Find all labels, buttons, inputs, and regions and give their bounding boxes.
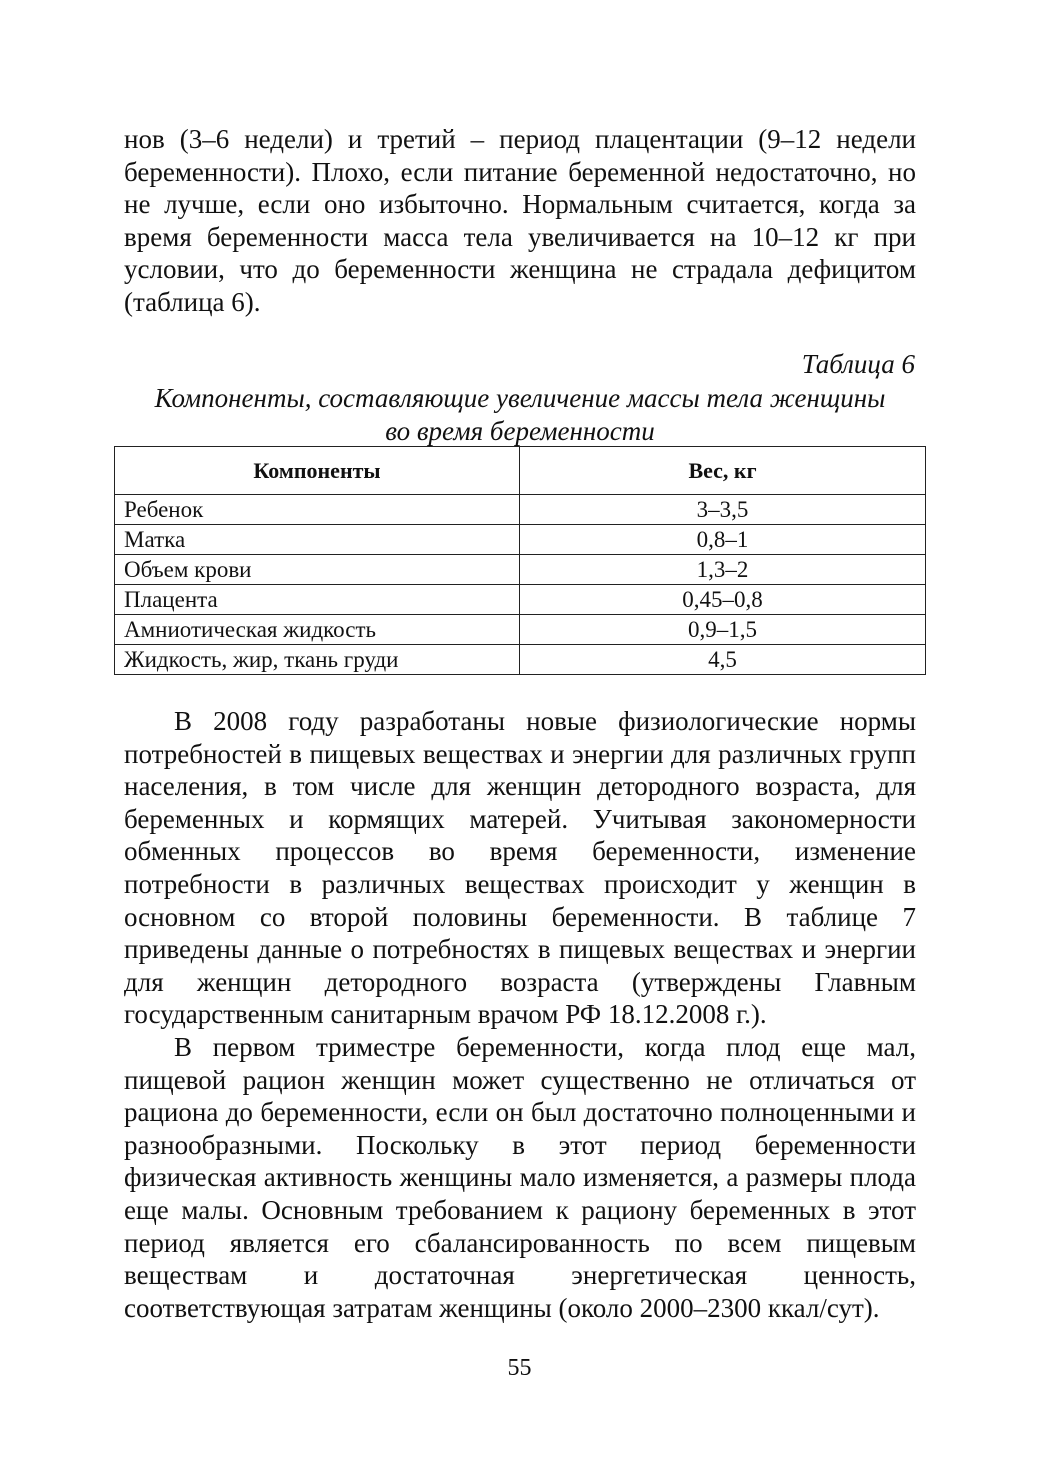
component-cell: Матка (115, 525, 520, 555)
table-row (115, 585, 926, 615)
component-cell: Амниотическая жидкость (115, 615, 520, 645)
component-cell: Объем крови (115, 555, 520, 585)
weight-cell: 0,9–1,5 (520, 615, 926, 645)
table-row (115, 525, 926, 555)
intro-paragraph: нов (3–6 недели) и третий – период плацентации (9–12 недели беременности). Плохо, если питание беременной недостаточно, но не лучше, если оно избыточно. Нормальным считается, когда за время беременности масса тела увеличивается на 10–12 кг при условии, что до беременности женщина не страдала дефицитом (таблица 6). (124, 124, 916, 317)
table-header-row (115, 447, 926, 495)
column-header-weight: Вес, кг (520, 447, 926, 495)
table-caption-line-1: Компоненты, составляющие увеличение массы тела женщины (154, 383, 886, 413)
page-number: 55 (507, 1355, 532, 1381)
weight-cell: 4,5 (520, 645, 926, 675)
table-row (115, 495, 926, 525)
weight-cell: 0,45–0,8 (520, 585, 926, 615)
component-cell: Плацента (115, 585, 520, 615)
weight-cell: 0,8–1 (520, 525, 926, 555)
table-row (115, 615, 926, 645)
column-header-components: Компоненты (115, 447, 520, 495)
body-text-block (124, 705, 916, 1324)
component-cell: Ребенок (115, 495, 520, 525)
paragraph-norms-2008: В 2008 году разработаны новые физиологические нормы потребностей в пищевых веществах и энергии для различных групп населения, в том числе для женщин детородного возраста, для беременных и кормящих матерей. Учитывая закономерности обменных процессов во время беременности, изменение потребности в различных веществах происходит у женщин в основном со второй половины беременности. В таблице 7 приведены данные о потребностях в пищевых веществах и энергии для женщин детородного возраста (утверждены Главным государственным санитарным врачом РФ 18.12.2008 г.). (124, 706, 916, 1030)
intro-text-block (124, 123, 916, 319)
table-caption (114, 382, 926, 447)
weight-components-table (114, 446, 926, 675)
weight-cell: 3–3,5 (520, 495, 926, 525)
weight-cell: 1,3–2 (520, 555, 926, 585)
paragraph-first-trimester: В первом триместре беременности, когда плод еще мал, пищевой рацион женщин может существенно не отличаться от рациона до беременности, если он был достаточно полноценными и разнообразными. Поскольку в этот период беременности физическая активность женщины мало изменяется, а размеры плода еще малы. Основным требованием к рациону беременных в этот период является его сбалансированность по всем пищевым веществам и достаточная энергетическая ценность, соответствующая затратам женщины (около 2000–2300 ккал/сут). (124, 1031, 916, 1323)
component-cell: Жидкость, жир, ткань груди (115, 645, 520, 675)
table-caption-line-2: во время беременности (385, 415, 655, 446)
table-row (115, 645, 926, 675)
table-row (115, 555, 926, 585)
table-label: Таблица 6 (801, 349, 915, 379)
